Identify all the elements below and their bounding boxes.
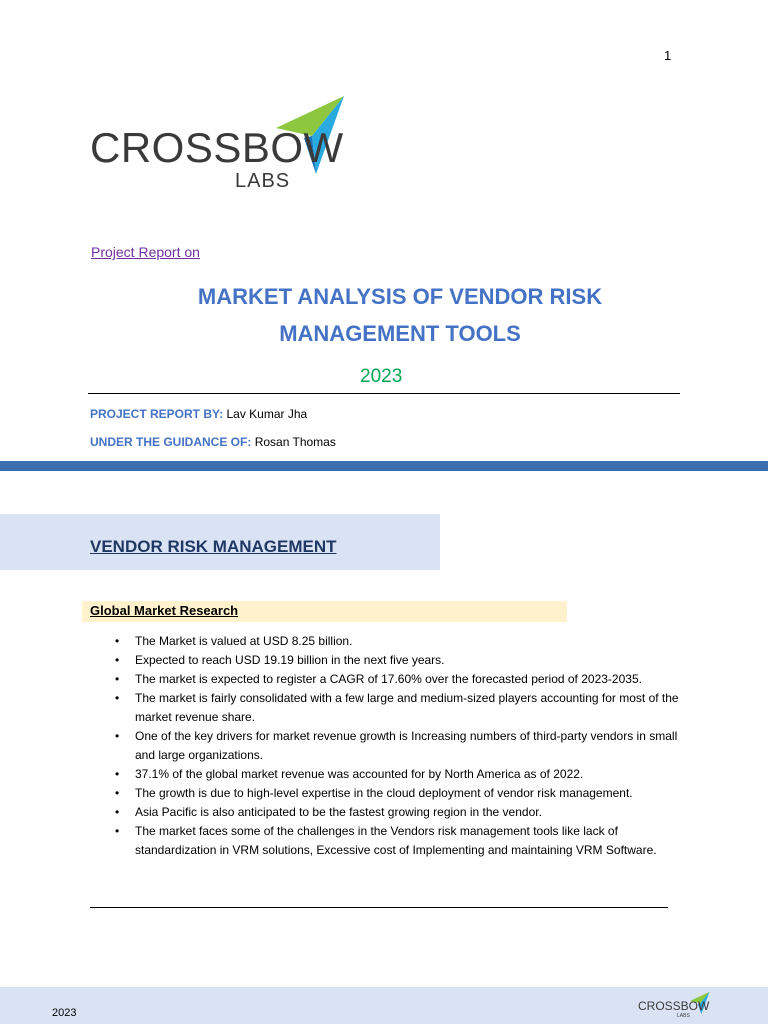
page-number: 1 <box>664 48 672 63</box>
guide-name: Rosan Thomas <box>254 435 336 449</box>
list-item: • The market is fairly consolidated with a few large and medium-sized players accounting for most of the market revenue share. <box>115 691 679 724</box>
guide-line <box>90 435 336 449</box>
list-item: • The Market is valued at USD 8.25 billion. <box>91 632 681 651</box>
subheading: Global Market Research <box>90 603 239 618</box>
list-item: • The growth is due to high-level expertise in the cloud deployment of vendor risk management. <box>91 784 681 803</box>
page-footer <box>0 987 768 1024</box>
guide-label: UNDER THE GUIDANCE OF: <box>90 435 252 449</box>
author-line <box>90 407 307 421</box>
list-item: • The market faces some of the challenges in the Vendors risk management tools like lack of standardization in VRM solutions, Excessive cost of Implementing and maintaining VRM Software. <box>115 824 657 857</box>
report-title <box>160 278 640 352</box>
bullet-icon: • <box>115 634 120 648</box>
section-heading: VENDOR RISK MANAGEMENT <box>90 537 337 556</box>
logo-brand-text: CROSSBOW <box>90 124 344 171</box>
list-item: • 37.1% of the global market revenue was accounted for by North America as of 2022. <box>91 765 681 784</box>
footer-year: 2023 <box>52 1007 77 1019</box>
footer-logo-brand: CROSSBOW <box>638 999 710 1013</box>
bullet-icon: • <box>115 767 120 781</box>
list-item: • Expected to reach USD 19.19 billion in the next five years. <box>91 651 681 670</box>
bullet-icon: • <box>115 672 120 686</box>
bullet-icon: • <box>115 729 120 743</box>
list-item: • The market is expected to register a CAGR of 17.60% over the forecasted period of 2023-2035. <box>91 670 681 689</box>
bullet-icon: • <box>115 805 120 819</box>
title-line-2: MANAGEMENT TOOLS <box>279 321 521 346</box>
list-item: • Asia Pacific is also anticipated to be the fastest growing region in the vendor. <box>91 803 681 822</box>
divider <box>88 393 680 394</box>
header-band <box>0 461 768 471</box>
report-year: 2023 <box>360 366 403 387</box>
bullet-icon: • <box>115 653 120 667</box>
bullet-list <box>91 632 681 860</box>
bullet-icon: • <box>115 691 120 705</box>
bullet-icon: • <box>115 786 120 800</box>
logo-sub-text: LABS <box>235 170 291 192</box>
section-heading-box <box>0 514 440 570</box>
subheading-box <box>82 601 567 622</box>
bullet-icon: • <box>115 824 120 838</box>
title-line-1: MARKET ANALYSIS OF VENDOR RISK <box>197 284 603 309</box>
section-end-rule <box>90 907 668 908</box>
report-kicker: Project Report on <box>91 244 200 260</box>
footer-logo <box>638 991 713 1021</box>
crossbow-labs-logo <box>88 94 348 194</box>
author-label: PROJECT REPORT BY: <box>90 407 224 421</box>
list-item: • One of the key drivers for market revenue growth is Increasing numbers of third-party vendors in small and large organizations. <box>115 729 678 762</box>
author-name: Lav Kumar Jha <box>226 407 308 421</box>
footer-logo-sub: LABS <box>677 1013 690 1019</box>
